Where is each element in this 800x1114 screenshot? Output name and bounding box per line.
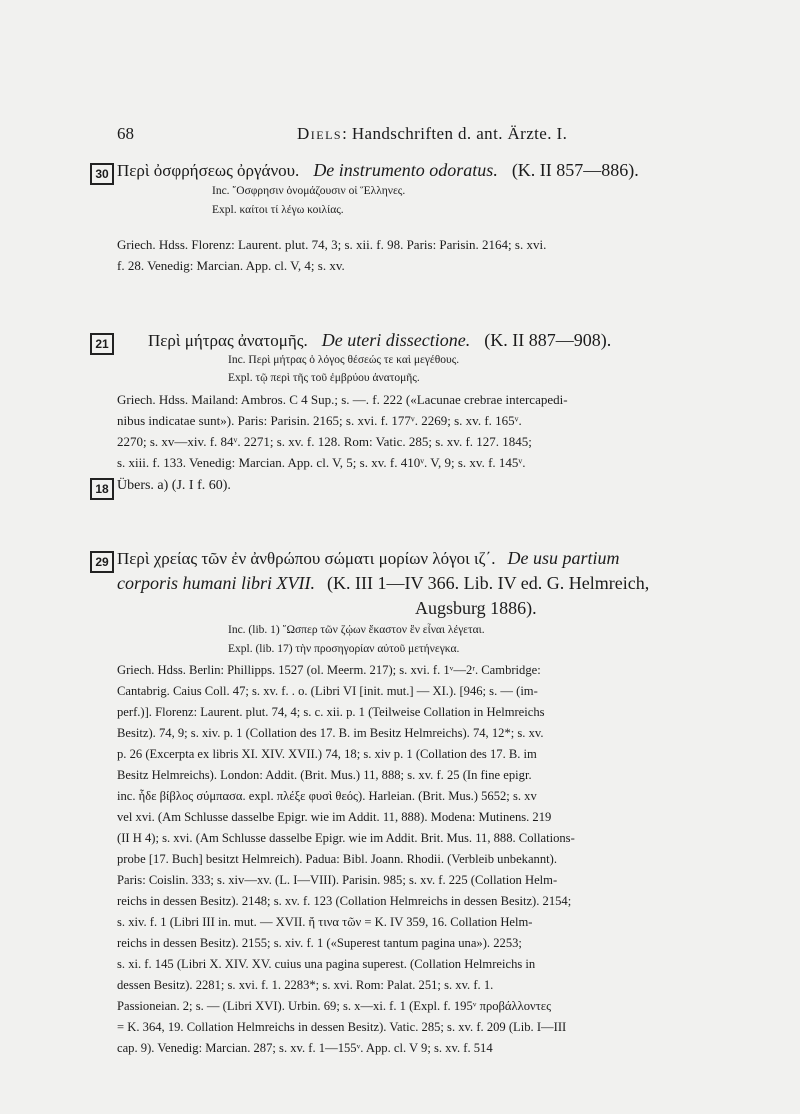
kuehn-reference: (K. III 1—IV 366. Lib. IV ed. G. Helmreich,	[327, 573, 650, 593]
kuehn-reference: (K. II 887—908).	[484, 330, 612, 350]
body-line: reichs in dessen Besitz). 2155; s. xiv. f. 1 («Superest tantum pagina una»). 2253;	[117, 936, 522, 950]
body-line: probe [17. Buch] besitzt Helmreich). Padua: Bibl. Joann. Rhodii. (Verbleib unbekannt).	[117, 852, 557, 866]
body-line: s. xiii. f. 133. Venedig: Marcian. App. cl. V, 5; s. xv. f. 410ᵛ. V, 9; s. xv. f. 145ᵛ.	[117, 454, 526, 470]
body-line: Cantabrig. Caius Coll. 47; s. xv. f. . o. (Libri VI [init. mut.] — XI.). [946; s. — (im-	[117, 684, 538, 698]
running-title	[297, 124, 567, 144]
entry-title-line	[148, 330, 611, 351]
body-line: vel xvi. (Am Schlusse dasselbe Epigr. wie im Addit. 11, 888). Modena: Mutinens. 219	[117, 810, 552, 824]
body-line: Griech. Hdss. Mailand: Ambros. C 4 Sup.; s. —. f. 222 («Lacunae crebrae intercapedi-	[117, 392, 568, 407]
latin-title-continued: corporis humani libri XVII.	[117, 573, 315, 593]
page-header	[117, 124, 757, 148]
greek-title: Περὶ χρείας τῶν ἐν ἀνθρώπου σώματι μορίων λόγοι ιζ΄.	[117, 549, 496, 568]
greek-title: Περὶ ὀσφρήσεως ὀργάνου.	[117, 161, 300, 180]
body-line: 2270; s. xv—xiv. f. 84ᵛ. 2271; s. xv. f. 128. Rom: Vatic. 285; s. xv. f. 127. 1845;	[117, 433, 532, 449]
body-line: (II H 4); s. xvi. (Am Schlusse dasselbe Epigr. wie im Addit. Brit. Mus. 11, 888. Collations-	[117, 831, 575, 845]
body-line: reichs in dessen Besitz). 2148; s. xv. f. 123 (Collation Helmreichs in dessen Besitz). 2154;	[117, 894, 572, 908]
body-line: s. xi. f. 145 (Libri X. XIV. XV. cuius una pagina superest. (Collation Helmreichs in	[117, 957, 536, 971]
body-line: Griech. Hdss. Berlin: Phillipps. 1527 (ol. Meerm. 217); s. xvi. f. 1ᵛ—2ʳ. Cambridge:	[117, 663, 541, 677]
body-line: s. xiv. f. 1 (Libri III in. mut. — XVII. ἤ τινα τῶν = K. IV 359, 16. Collation Helm-	[117, 915, 533, 929]
incipit: Inc. Περὶ μήτρας ὁ λόγος θέσεώς τε καὶ μεγέθους.	[228, 354, 460, 366]
explicit: Expl. καίτοι τί λέγω κοιλίας.	[212, 204, 344, 216]
body-line: Besitz). 74, 9; s. xiv. p. 1 (Collation des 17. B. im Besitz Helmreichs). 74, 12*; s. xv.	[117, 726, 544, 740]
body-line: Besitz Helmreichs). London: Addit. (Brit. Mus.) 11, 888; s. xv. f. 25 (In fine epigr.	[117, 768, 532, 782]
entry-number-box: 30	[90, 163, 114, 185]
body-line: f. 28. Venedig: Marcian. App. cl. V, 4; s. xv.	[117, 257, 345, 273]
entry-title-line	[117, 160, 639, 181]
author-name: Diels	[297, 124, 343, 143]
entry-number-box: 18	[90, 478, 114, 500]
entry-number-box: 29	[90, 551, 114, 573]
entry-title-line-2	[117, 573, 649, 594]
manuscripts-paragraph	[117, 390, 770, 474]
greek-title: Περὶ μήτρας ἀνατομῆς.	[148, 331, 308, 350]
entry-number-box: 21	[90, 333, 114, 355]
body-line: Paris: Coislin. 333; s. xiv—xv. (L. I—VIII). Parisin. 985; s. xv. f. 225 (Collation Helm-	[117, 873, 558, 887]
explicit: Expl. τῷ περὶ τῆς τοῦ ἐμβρύου ἀνατομῆς.	[228, 372, 420, 384]
body-line: p. 26 (Excerpta ex libris XI. XIV. XVII.) 74, 18; s. xiv p. 1 (Collation des 17. B. im	[117, 747, 537, 761]
latin-title: De instrumento odoratus.	[313, 160, 498, 180]
body-line: cap. 9). Venedig: Marcian. 287; s. xv. f. 1—155ᵛ. App. cl. V 9; s. xv. f. 514	[117, 1041, 493, 1055]
manuscripts-paragraph	[117, 660, 770, 1059]
body-line: Passioneian. 2; s. — (Libri XVI). Urbin. 69; s. x—xi. f. 1 (Expl. f. 195ᵛ προβάλλοντες	[117, 999, 552, 1013]
running-title-rest: : Handschriften d. ant. Ärzte. I.	[342, 124, 568, 143]
body-line: dessen Besitz). 2281; s. xvi. f. 1. 2283*; s. xvi. Rom: Palat. 251; s. xv. f. 1.	[117, 978, 494, 992]
body-line: perf.)]. Florenz: Laurent. plut. 74, 4; s. c. xii. p. 1 (Teilweise Collation in Helmreichs	[117, 705, 545, 719]
latin-title: De uteri dissectione.	[321, 330, 471, 350]
incipit: Inc. (lib. 1) ῞Ωσπερ τῶν ζῴων ἕκαστον ἓν εἶναι λέγεται.	[228, 624, 485, 636]
incipit: Inc. ῎Οσφρησιν ὀνομάζουσιν οἱ Ἕλληνες.	[212, 185, 406, 197]
latin-title: De usu partium	[507, 548, 620, 568]
edition-reference: Augsburg 1886).	[415, 598, 537, 618]
page-number: 68	[117, 124, 134, 143]
translation-note: Übers. a) (J. I f. 60).	[117, 478, 231, 493]
body-line: inc. ἧδε βίβλος σύμπασα. expl. πλέξε φυσὶ θεός). Harleian. (Brit. Mus.) 5652; s. xv	[117, 789, 537, 803]
body-line: nibus indicatae sunt»). Paris: Parisin. 2165; s. xvi. f. 177ᵛ. 2269; s. xv. f. 165ᵛ.	[117, 412, 522, 428]
body-line: Griech. Hdss. Florenz: Laurent. plut. 74, 3; s. xii. f. 98. Paris: Parisin. 2164; s. xvi.	[117, 237, 547, 252]
manuscripts-paragraph	[117, 235, 770, 277]
kuehn-reference: (K. II 857—886).	[511, 160, 639, 180]
explicit: Expl. (lib. 17) τὴν προσηγορίαν αὐτοῦ μετήνεγκα.	[228, 643, 460, 655]
body-line: = K. 364, 19. Collation Helmreichs in dessen Besitz). Vatic. 285; s. xv. f. 209 (Lib. I—III	[117, 1020, 567, 1034]
entry-title-line	[117, 548, 619, 569]
